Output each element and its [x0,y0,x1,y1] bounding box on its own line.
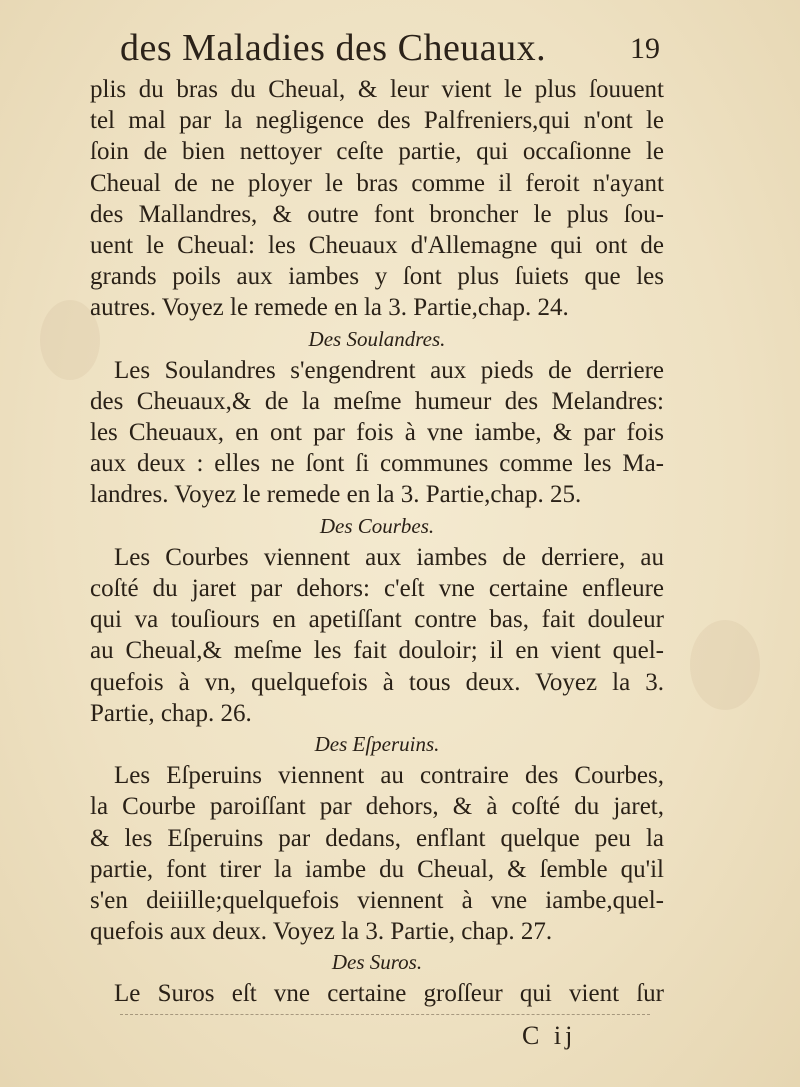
text-line: Partie, chap. 26. [90,699,252,727]
text-line: partie, font tirer la iambe du Cheual, & ſemble qu'il [90,855,664,883]
section-heading-esperuins: Des Eſperuins. [314,731,440,756]
text-line: Le Suros eſt vne certaine groſſeur qui vient ſur [114,980,664,1008]
signature-mark: C ij [522,1021,577,1050]
text-line: grands poils aux iambes y ſont plus ſuiets que les [90,263,664,291]
text-line: Cheual de ne ployer le bras comme il feroit n'ayant [90,169,664,197]
bottom-rule [120,1014,650,1015]
text-line: quefois à vn, quelquefois à tous deux. Voyez la 3. [90,668,664,696]
body-text [90,74,664,1010]
text-line: Les Soulandres s'engendrent aux pieds de derriere [114,356,664,384]
text-line: & les Eſperuins par dedans, enflant quelque peu la [90,824,664,852]
text-line: des Cheuaux,& de la meſme humeur des Melandres: [90,387,664,415]
text-line: ſoin de bien nettoyer ceſte partie, qui occaſionne le [90,138,664,166]
text-line: landres. Voyez le remede en la 3. Partie,chap. 25. [90,481,582,509]
text-line: qui va touſiours en apetiſſant contre bas, fait douleur [90,606,664,634]
text-line: aux deux : elles ne ſont ſi communes comme les Ma- [90,450,664,478]
section-heading-soulandres: Des Soulandres. [308,326,446,351]
text-line: au Cheual,& meſme les fait douloir; il en vient quel- [90,637,664,665]
text-line: tel mal par la negligence des Palfreniers,qui n'ont le [90,107,664,135]
text-line: les Cheuaux, en ont par fois à vne iambe, & par fois [90,419,664,447]
text-line: Les Courbes viennent aux iambes de derriere, au [114,543,664,571]
paper-stain [690,620,760,710]
text-line: des Mallandres, & outre font broncher le plus ſou- [90,200,664,228]
text-line: plis du bras du Cheual, & leur vient le plus ſouuent [90,76,664,103]
text-line: autres. Voyez le remede en la 3. Partie,chap. 24. [90,294,569,322]
text-line: Les Eſperuins viennent au contraire des Courbes, [114,762,664,790]
section-heading-suros: Des Suros. [331,950,423,975]
text-line: uent le Cheual: les Cheuaux d'Allemagne qui ont de [90,231,664,259]
text-line: la Courbe paroiſſant par dehors, & à coſté du jaret, [90,793,664,821]
text-line: s'en deiiille;quelquefois viennent à vne iambe,quel- [90,886,664,914]
running-title: des Maladies des Cheuaux. [120,27,547,69]
page-number: 19 [630,32,660,65]
text-line: coſté du jaret par dehors: c'eſt vne certaine enfleure [90,575,664,602]
text-line: quefois aux deux. Voyez la 3. Partie, chap. 27. [90,918,553,946]
section-heading-courbes: Des Courbes. [319,513,435,538]
